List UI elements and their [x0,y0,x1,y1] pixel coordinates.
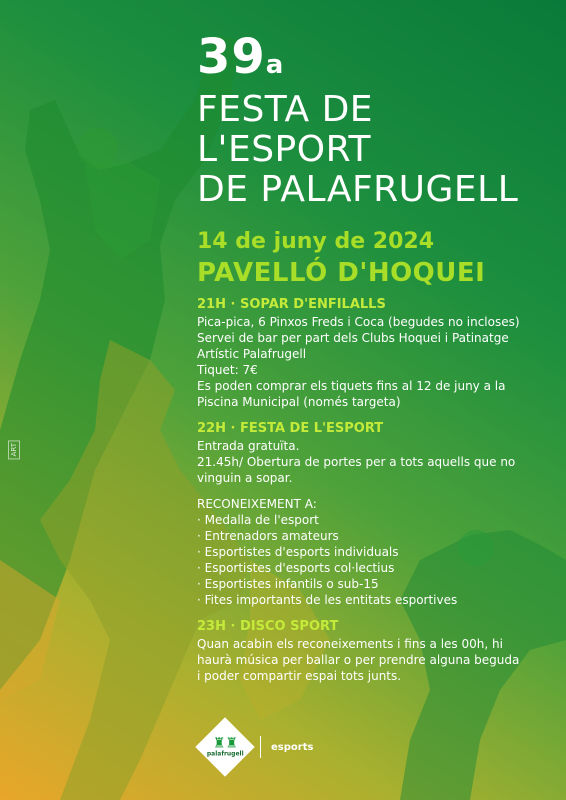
recognition-item: · Entrenadors amateurs [197,529,339,543]
logo-word: esports [271,741,314,753]
disco-line: haurà música per ballar o per prendre alguna beguda [197,653,520,667]
section-disco [197,618,542,684]
logo-town: palafrugell [206,750,244,757]
logo-diamond [195,717,254,776]
festa-line: Entrada gratuïta. [197,439,300,453]
section-disco-title: 23H · DISCO SPORT [197,619,339,634]
logo-divider [260,736,261,758]
recognition-item: · Esportistes d'esports col·lectius [197,561,395,575]
edition-number: 39a [197,29,285,85]
event-date: 14 de juny de 2024 [197,229,435,254]
section-dinner-title: 21H · SOPAR D'ENFILALLS [197,297,386,312]
event-venue: PAVELLÓ D'HOQUEI [197,258,486,288]
recognition-item: · Fites importants de les entitats esportives [197,593,458,607]
dinner-line: Piscina Municipal (només targeta) [197,395,401,409]
dinner-line: Es poden comprar els tiquets fins al 12 de juny a la [197,379,506,393]
headline [197,29,557,290]
section-festa-title: 22H · FESTA DE L'ESPORT [197,421,384,436]
recognition-item: · Esportistes infantils o sub-15 [197,577,379,591]
edition-suffix: a [265,50,285,80]
event-title-line2: DE PALAFRUGELL [197,169,519,210]
athlete-head-left [78,128,118,168]
dinner-line: Artístic Palafrugell [197,347,307,361]
program [197,296,542,694]
recognition-title: RECONEIXEMENT A: [197,497,317,511]
event-title-line1: FESTA DE L'ESPORT [197,89,374,170]
recognition-item: · Medalla de l'esport [197,513,319,527]
festa-line: 21.45h/ Obertura de portes per a tots aquells que no [197,455,516,469]
festa-line: vinguin a sopar. [197,471,293,485]
castle-icon: ♜♜ [212,735,238,751]
section-recognition [197,496,542,608]
disco-line: Quan acabin els reconeixements i fins a les 00h, hi [197,637,503,651]
dinner-line: Tiquet: 7€ [197,363,258,377]
palafrugell-esports-logo [197,726,313,768]
dinner-line: Servei de bar per part dels Clubs Hoquei i Patinatge [197,331,509,345]
art-credit: ART [8,440,20,459]
section-dinner [197,296,542,410]
recognition-item: · Esportistes d'esports individuals [197,545,399,559]
disco-line: i poder compartir espai tots junts. [197,669,402,683]
dinner-line: Pica-pica, 6 Pinxos Freds i Coca (begudes no incloses) [197,315,520,329]
section-festa [197,420,542,486]
